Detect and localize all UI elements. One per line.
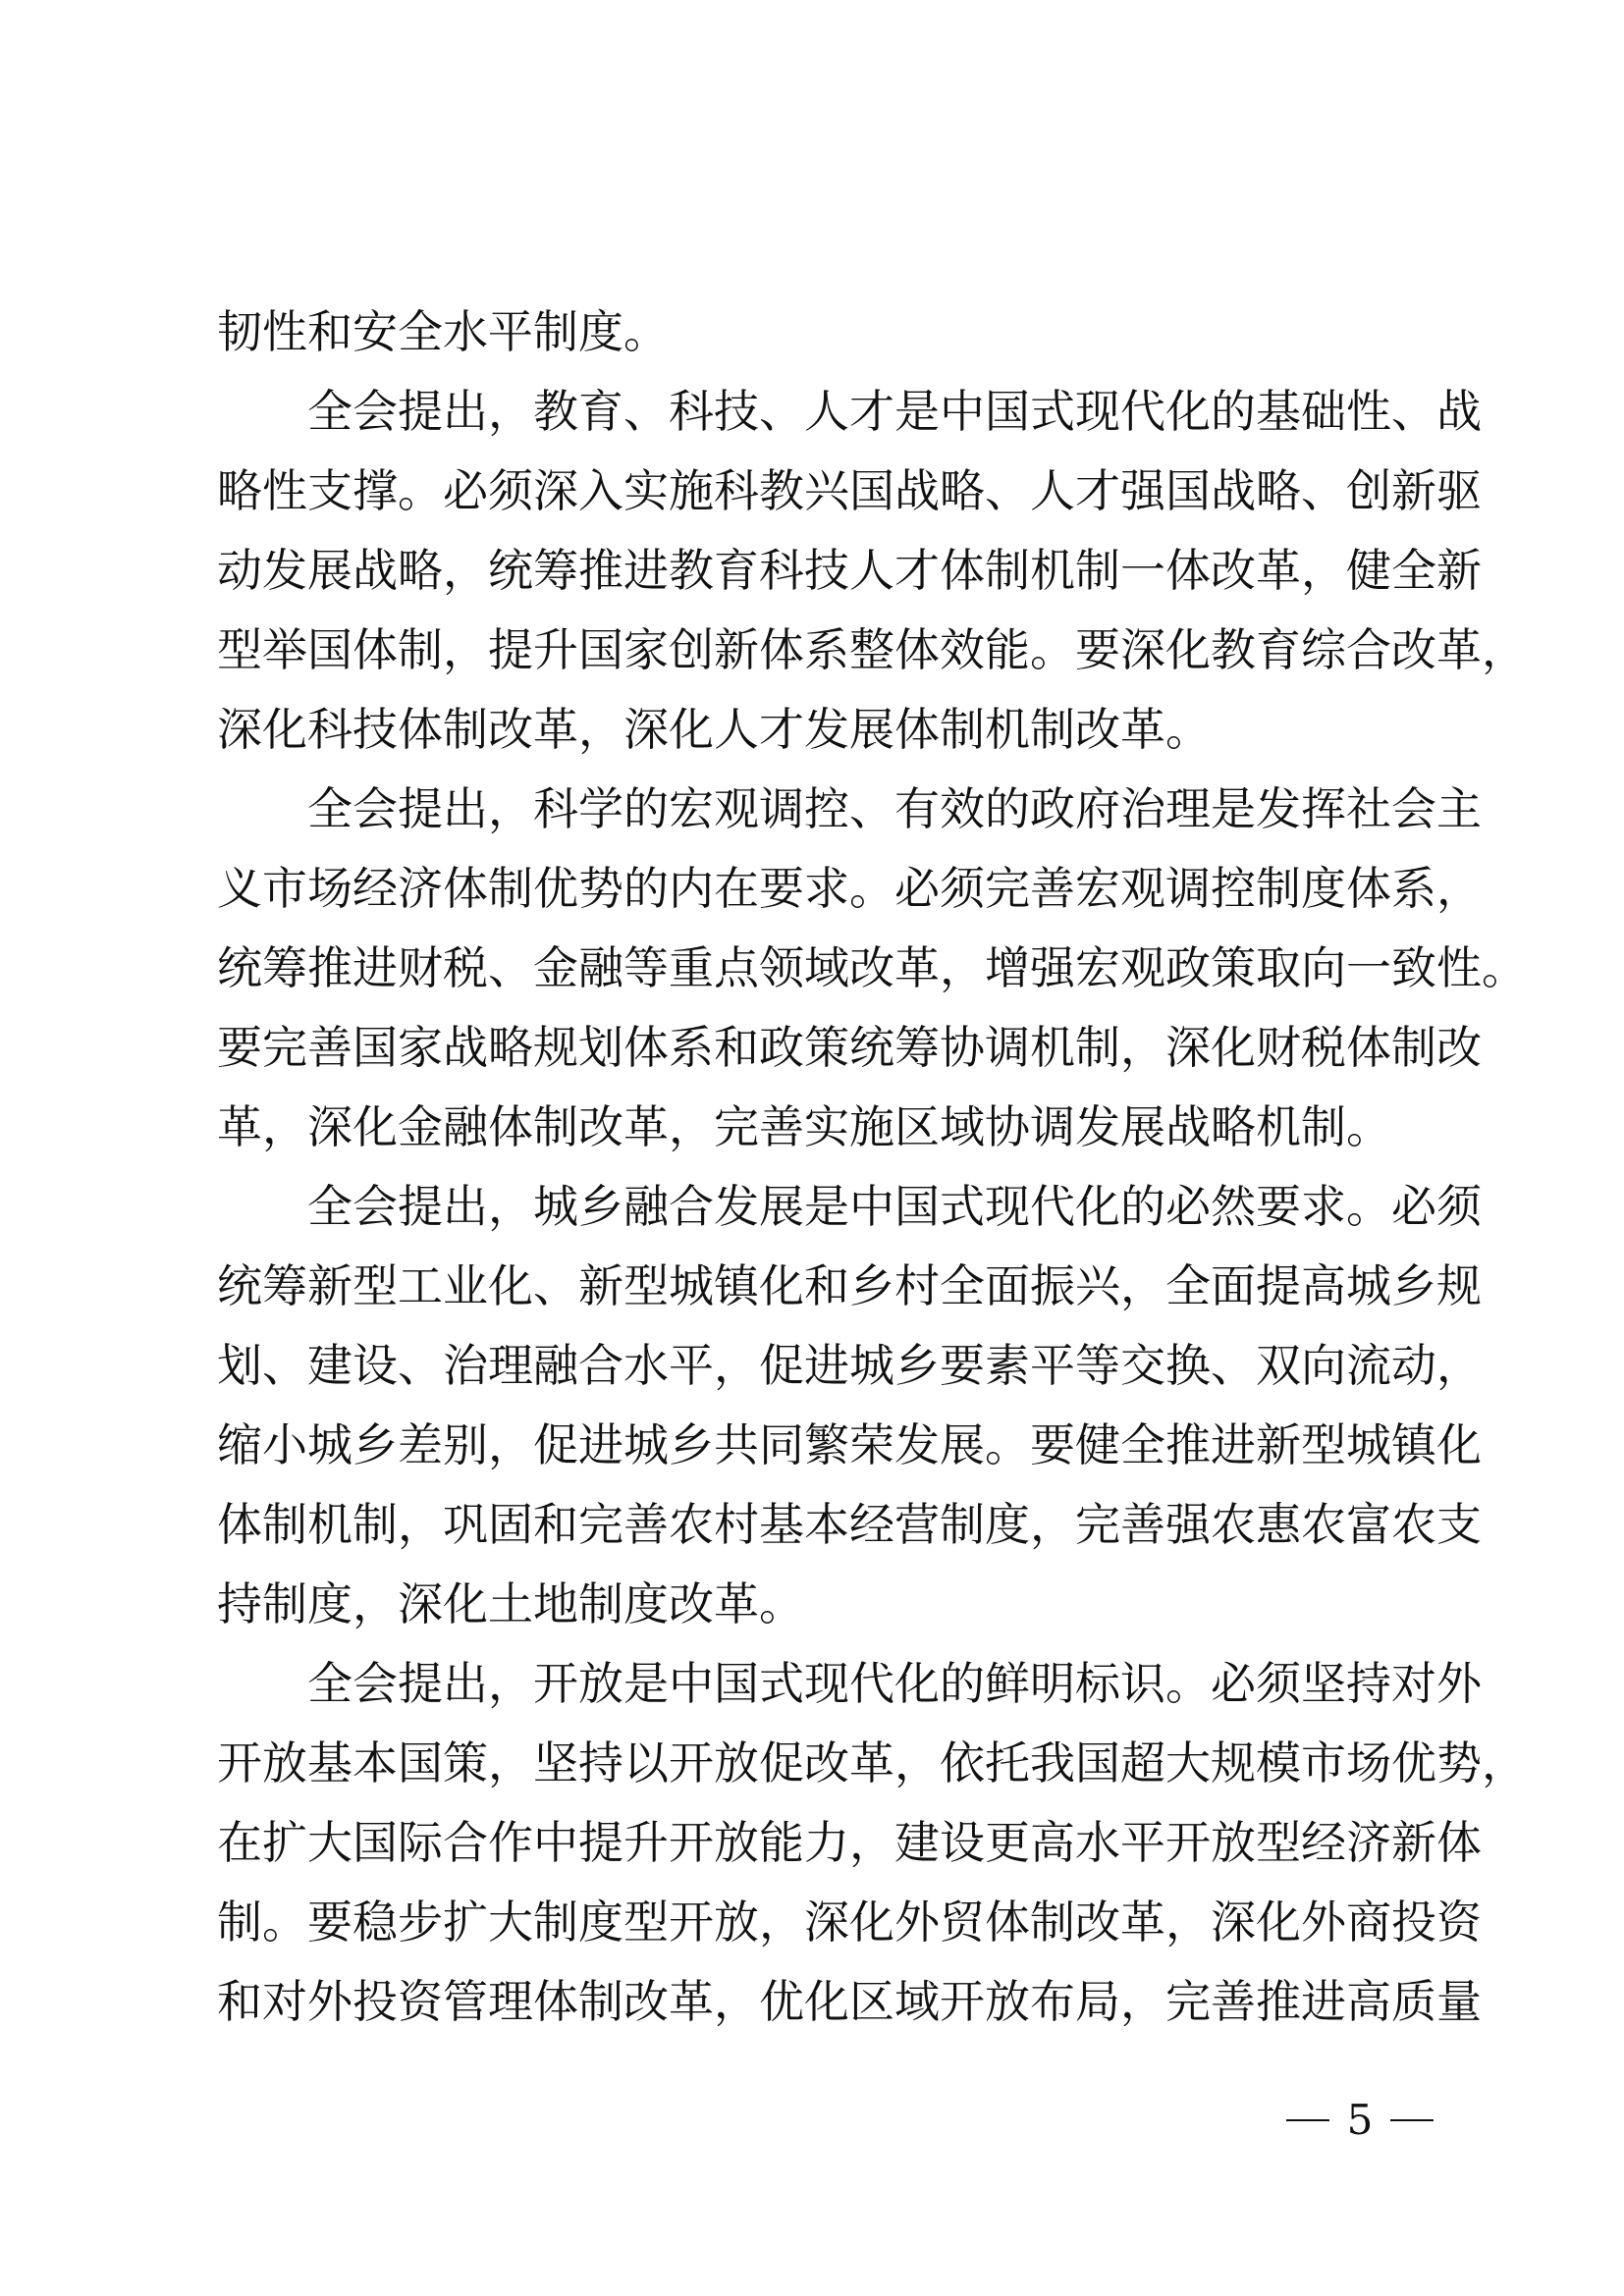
- text-line: 缩小城乡差别，促进城乡共同繁荣发展。要健全推进新型城镇化: [217, 1418, 1482, 1471]
- paragraph-first-line: 全会提出，开放是中国式现代化的鲜明标识。必须坚持对外: [307, 1657, 1482, 1710]
- text-line: 略性支撑。必须深入实施科教兴国战略、人才强国战略、创新驱: [217, 464, 1482, 517]
- text-line: 统筹新型工业化、新型城镇化和乡村全面振兴，全面提高城乡规: [217, 1259, 1482, 1312]
- text-line: 划、建设、治理融合水平，促进城乡要素平等交换、双向流动，: [217, 1339, 1482, 1392]
- text-line: 开放基本国策，坚持以开放促改革，依托我国超大规模市场优势，: [217, 1736, 1527, 1789]
- text-line: 要完善国家战略规划体系和政策统筹协调机制，深化财税体制改: [217, 1021, 1482, 1074]
- text-line: 动发展战略，统筹推进教育科技人才体制机制一体改革，健全新: [217, 544, 1482, 597]
- left-dash: [1286, 2119, 1329, 2121]
- text-line: 深化科技体制改革，深化人才发展体制机制改革。: [217, 703, 1211, 756]
- paragraph-first-line: 全会提出，教育、科技、人才是中国式现代化的基础性、战: [307, 385, 1482, 438]
- text-line: 革，深化金融体制改革，完善实施区域协调发展战略机制。: [217, 1100, 1391, 1153]
- page-footer: [1286, 2091, 1434, 2150]
- text-line: 型举国体制，提升国家创新体系整体效能。要深化教育综合改革，: [217, 623, 1527, 676]
- right-dash: [1390, 2119, 1434, 2121]
- paragraph-first-line: 全会提出，城乡融合发展是中国式现代化的必然要求。必须: [307, 1180, 1482, 1233]
- text-line: 在扩大国际合作中提升开放能力，建设更高水平开放型经济新体: [217, 1816, 1482, 1869]
- text-line: 统筹推进财税、金融等重点领域改革，增强宏观政策取向一致性。: [217, 941, 1527, 994]
- text-line: 义市场经济体制优势的内在要求。必须完善宏观调控制度体系，: [217, 862, 1482, 915]
- paragraph-first-line: 全会提出，科学的宏观调控、有效的政府治理是发挥社会主: [307, 782, 1482, 835]
- text-line: 持制度，深化土地制度改革。: [217, 1577, 804, 1630]
- text-line: 韧性和安全水平制度。: [217, 305, 669, 358]
- text-line: 和对外投资管理体制改革，优化区域开放布局，完善推进高质量: [217, 1975, 1482, 2028]
- text-line: 体制机制，巩固和完善农村基本经营制度，完善强农惠农富农支: [217, 1498, 1482, 1551]
- document-body: [217, 293, 1527, 2042]
- text-line: 制。要稳步扩大制度型开放，深化外贸体制改革，深化外商投资: [217, 1896, 1482, 1949]
- page-number: 5: [1346, 2096, 1374, 2144]
